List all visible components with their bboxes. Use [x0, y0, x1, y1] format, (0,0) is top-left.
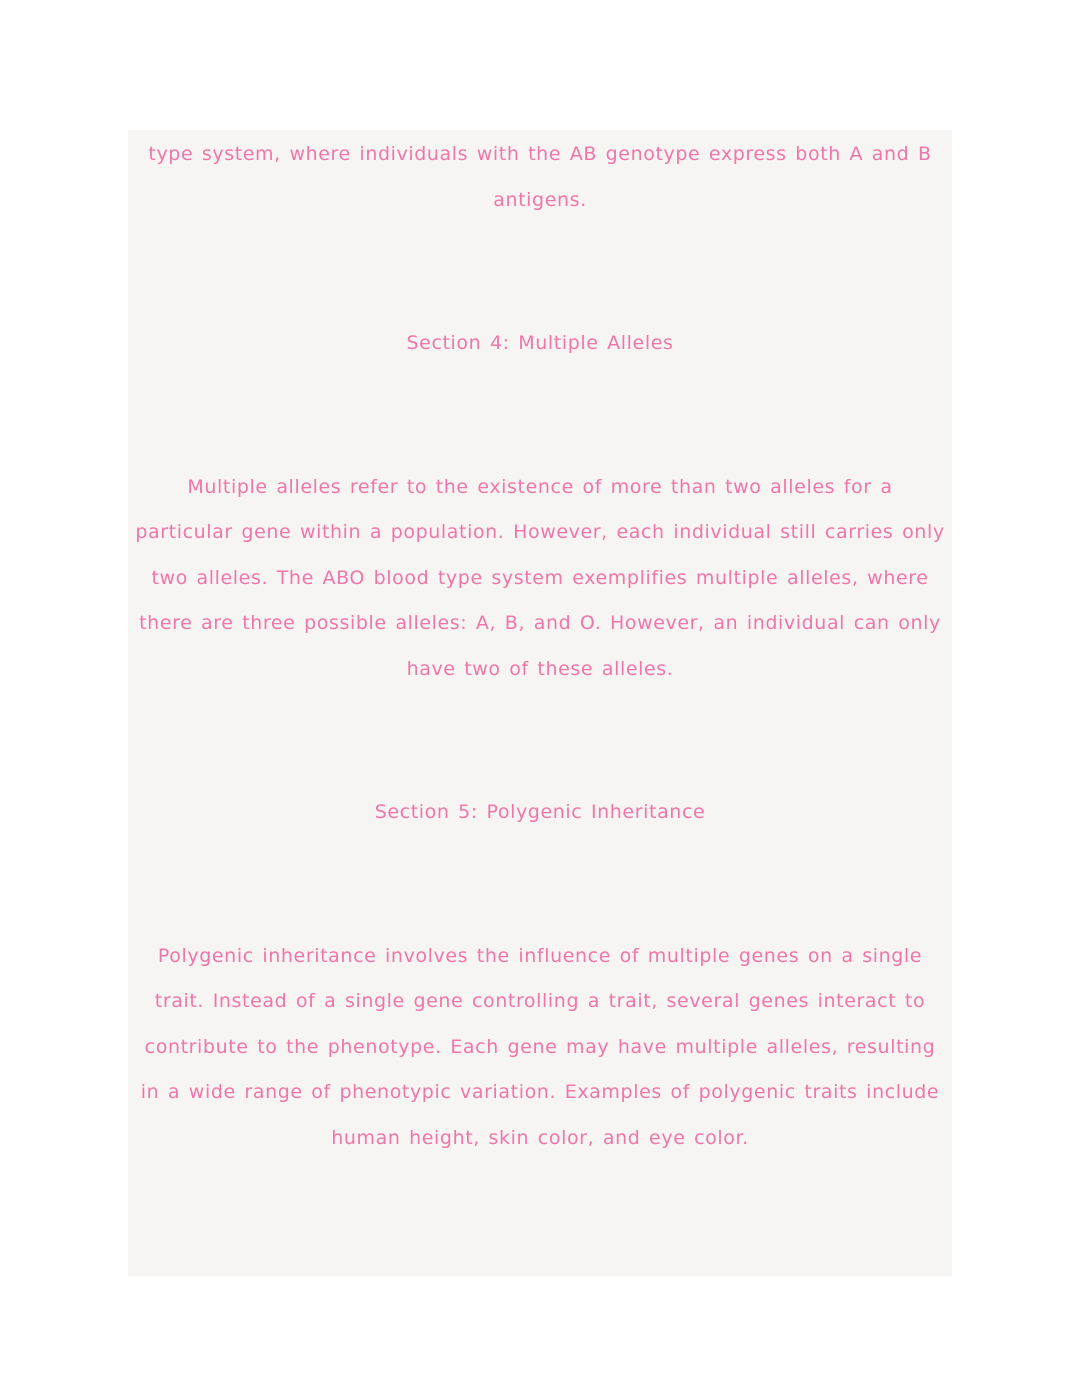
section-4-body: Multiple alleles refer to the existence of more than two alleles for a particular gene within a population. However, each individual still carries only two alleles. The ABO blood type system exemplifies multiple alleles, where there are three possible alleles: A, B, and O. However, an individual can only have two of these alleles.	[135, 475, 945, 680]
section-5-heading: Section 5: Polygenic Inheritance	[374, 801, 706, 823]
section-4-heading: Section 4: Multiple Alleles	[406, 332, 674, 354]
continuation-paragraph: type system, where individuals with the AB genotype express both A and B antigens.	[148, 143, 932, 211]
section-5-body: Polygenic inheritance involves the influence of multiple genes on a single trait. Instead of a single gene controlling a trait, several genes interact to contribute to the phenotype. Each gene may have multiple alleles, resulting in a wide range of phenotypic variation. Examples of polygenic traits include human height, skin color, and eye color.	[140, 944, 940, 1149]
document-page	[128, 130, 952, 1277]
